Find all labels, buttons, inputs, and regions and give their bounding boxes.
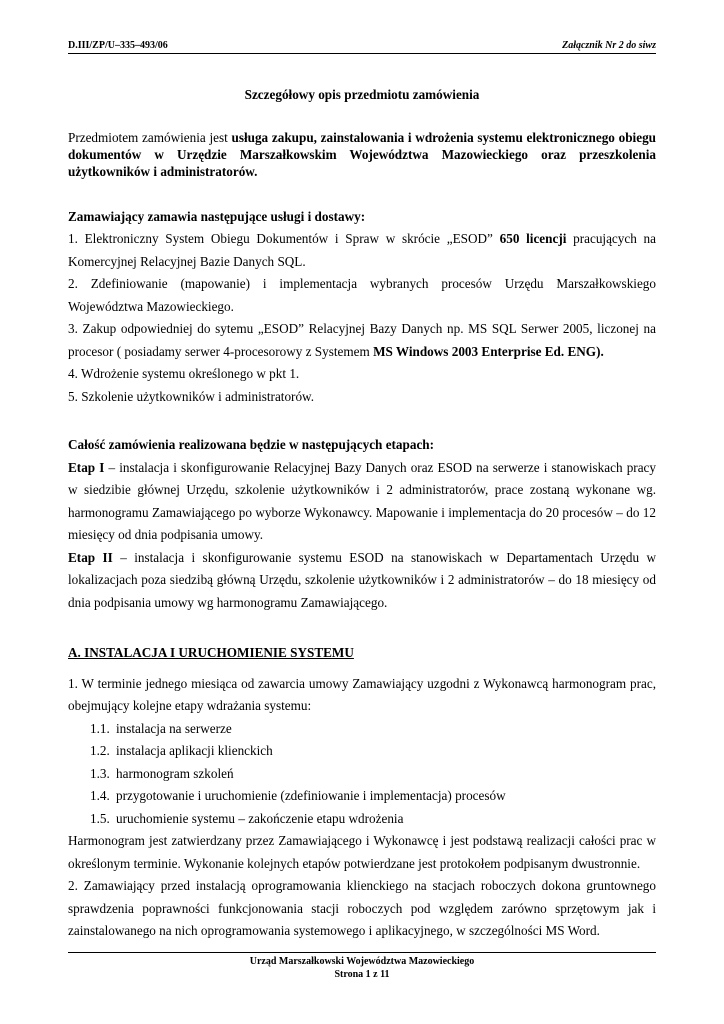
services-item-2: 2. Zdefiniowanie (mapowanie) i implementacja wybranych procesów Urzędu Marszałkowskiego Województwa Mazowieckiego. [68, 276, 656, 314]
page-footer [68, 952, 656, 981]
services-item-4: 4. Wdrożenie systemu określonego w pkt 1. [68, 366, 300, 381]
attachment-label: Załącznik Nr 2 do siwz [562, 40, 656, 51]
list-item [68, 718, 656, 741]
stage-1-label: Etap I [68, 459, 105, 475]
list-item [68, 785, 656, 808]
list-item-number: 1.5. [90, 810, 110, 826]
list-item-text: harmonogram szkoleń [116, 765, 234, 781]
stage-2-paragraph [68, 547, 656, 615]
services-item-5: 5. Szkolenie użytkowników i administratorów. [68, 388, 315, 404]
intro-prefix: Przedmiotem zamówienia jest [68, 129, 232, 145]
harmonogram-paragraph: Harmonogram jest zatwierdzany przez Zamawiającego i Wykonawcę i jest podstawą realizacji całości prac w określonym terminie. Wykonanie kolejnych etapów potwierdzane jest protokołem podpisanym dwustronnie. [68, 833, 656, 871]
stages-heading: Całość zamówienia realizowana będzie w następujących etapach: [68, 437, 435, 452]
list-item-text: przygotowanie i uruchomienie (zdefiniowanie i implementacja) procesów [116, 788, 506, 803]
list-item [68, 763, 656, 786]
footer-organization: Urząd Marszałkowski Województwa Mazowieckiego [249, 956, 475, 967]
intro-paragraph [68, 129, 656, 180]
page-number: Strona 1 z 11 [334, 969, 390, 980]
document-title: Szczegółowy opis przedmiotu zamówienia [244, 87, 480, 102]
stage-1-paragraph [68, 457, 656, 547]
schedule-subitems [68, 718, 656, 831]
services-item-3-os: MS Windows 2003 Enterprise Ed. ENG). [373, 343, 604, 359]
services-item-1-licenses: 650 licencji [499, 231, 567, 246]
document-body [68, 84, 656, 943]
services-item-1-text-end: pracujących na Komercyjnej Relacyjnej Bazie Danych SQL. [68, 231, 656, 269]
document-reference: D.III/ZP/U–335–493/06 [68, 40, 168, 51]
list-item-text: instalacja na serwerze [116, 720, 232, 736]
services-item-3-text: 3. Zakup odpowiedniej do sytemu „ESOD” Relacyjnej Bazy Danych np. MS SQL Serwer 2005, liczonej na procesor ( posiadamy serwer 4-procesorowy z Systemem [68, 321, 656, 359]
list-item-text: uruchomienie systemu – zakończenie etapu wdrożenia [116, 810, 404, 826]
section-a-heading: A. INSTALACJA I URUCHOMIENIE SYSTEMU [68, 645, 354, 660]
section-a-point-2: 2. Zamawiający przed instalacją oprogramowania klienckiego na stacjach roboczych dokona gruntownego sprawdzenia poprawności funkcjonowania stacji roboczych pod względem zarówno sprzętowym jak i zainstalowanego na nich oprogramowania systemowego i aplikacyjnego, w szczególności MS Word. [68, 878, 656, 938]
stage-2-label: Etap II [68, 549, 113, 565]
section-a-point-1: 1. W terminie jednego miesiąca od zawarcia umowy Zamawiający uzgodni z Wykonawcą harmonogram prac, obejmujący kolejne etapy wdrażania systemu: [68, 675, 656, 713]
stage-1-text: – instalacja i skonfigurowanie Relacyjnej Bazy Danych oraz ESOD na serwerze i stanowiskach pracy w siedzibie głównej Urzędu, szkolenie użytkowników i 2 administratorów, prace zostaną wykonane wg. harmonogramu Zamawiającego po wyborze Wykonawcy. Mapowanie i implementacja do 20 procesów – do 12 miesięcy od dnia podpisania umowy. [68, 459, 656, 542]
services-heading: Zamawiający zamawia następujące usługi i dostawy: [68, 208, 366, 224]
list-item-number: 1.4. [90, 788, 110, 803]
list-item-number: 1.1. [90, 720, 110, 736]
services-item-1 [68, 228, 656, 273]
list-item-text: instalacja aplikacji klienckich [116, 743, 273, 758]
services-item-3 [68, 318, 656, 363]
intro-subject: usługa zakupu, zainstalowania i wdrożenia systemu elektronicznego obiegu dokumentów w Urzędzie Marszałkowskim Województwa Mazowieckiego oraz przeszkolenia użytkowników i administratorów. [68, 129, 656, 179]
list-item-number: 1.3. [90, 765, 110, 781]
list-item-number: 1.2. [90, 743, 110, 758]
services-item-1-text: 1. Elektroniczny System Obiegu Dokumentów i Spraw w skrócie „ESOD” [68, 231, 500, 246]
list-item [68, 740, 656, 763]
stage-2-text: – instalacja i skonfigurowanie systemu ESOD na stanowiskach w Departamentach Urzędu w lokalizacjach poza siedzibą główną Urzędu, szkolenie użytkowników i 2 administratorów – do 18 miesięcy od dnia podpisania umowy wg harmonogramu Zamawiającego. [68, 549, 656, 610]
list-item [68, 808, 656, 831]
page-header [68, 40, 656, 54]
